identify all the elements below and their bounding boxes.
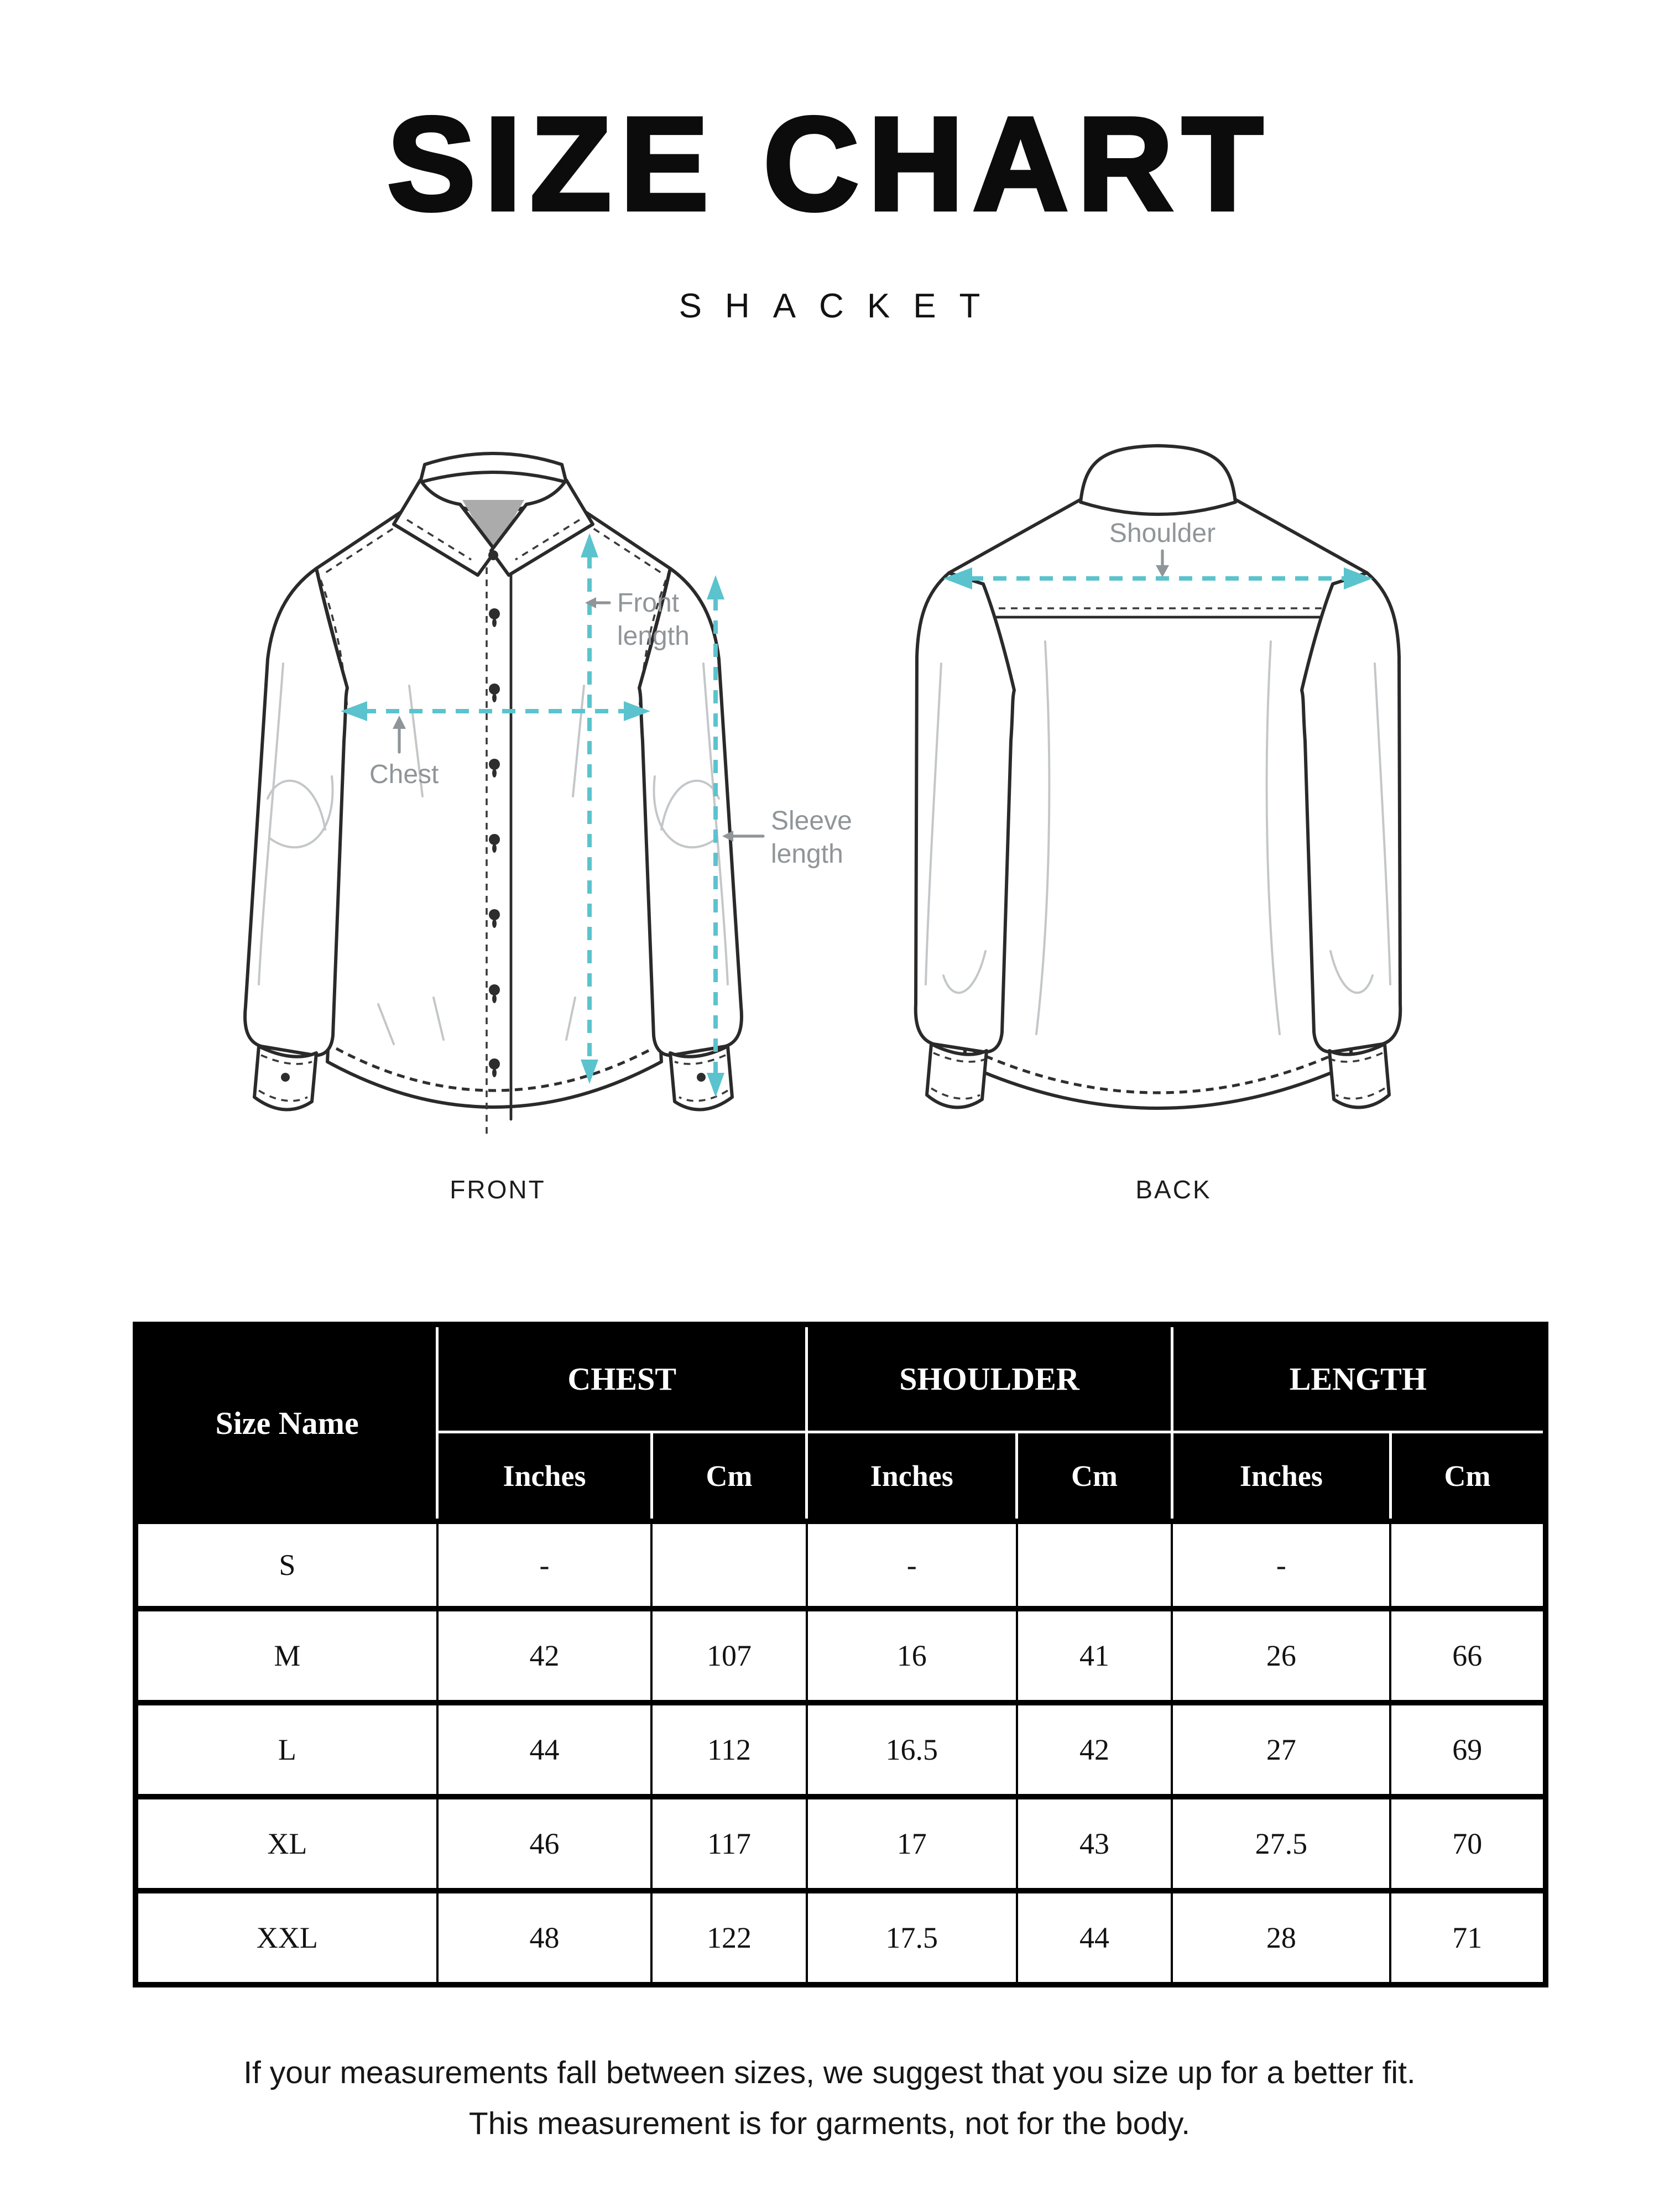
- value-cell: [651, 1521, 807, 1609]
- fit-note-line-2: This measurement is for garments, not for the body.: [468, 2106, 1191, 2141]
- page-title: SIZE CHART: [387, 90, 1272, 238]
- value-cell: 17: [807, 1797, 1017, 1891]
- back-caption: BACK: [1135, 1175, 1212, 1204]
- value-cell: 43: [1017, 1797, 1172, 1891]
- value-cell: 42: [437, 1609, 652, 1703]
- value-cell: 69: [1390, 1703, 1546, 1797]
- table-row-l: [135, 1703, 1546, 1797]
- chest-cm-header: Cm: [651, 1432, 807, 1522]
- page-subtitle: SHACKET: [679, 287, 1004, 325]
- value-cell: 112: [651, 1703, 807, 1797]
- value-cell: -: [807, 1521, 1017, 1609]
- value-cell: 44: [437, 1703, 652, 1797]
- table-row-xl: [135, 1797, 1546, 1891]
- chest-group-header: CHEST: [437, 1324, 807, 1432]
- table-row-m: [135, 1609, 1546, 1703]
- front-shirt-diagram: [243, 431, 907, 1183]
- front-length-label: Front: [617, 588, 680, 618]
- size-cell: XXL: [135, 1891, 437, 1985]
- value-cell: 122: [651, 1891, 807, 1985]
- value-cell: [1390, 1521, 1546, 1609]
- shoulder-inches-header: Inches: [807, 1432, 1017, 1522]
- back-shirt-diagram: [912, 431, 1499, 1194]
- size-cell: M: [135, 1609, 437, 1703]
- shoulder-cm-header: Cm: [1017, 1432, 1172, 1522]
- value-cell: -: [1172, 1521, 1390, 1609]
- chest-label: Chest: [369, 760, 439, 789]
- table-row-s: [135, 1521, 1546, 1609]
- fit-note-line-1: If your measurements fall between sizes, we suggest that you size up for a better fit.: [243, 2055, 1416, 2090]
- value-cell: 16: [807, 1609, 1017, 1703]
- size-table: [133, 1322, 1548, 1987]
- value-cell: 66: [1390, 1609, 1546, 1703]
- value-cell: 26: [1172, 1609, 1390, 1703]
- value-cell: 27.5: [1172, 1797, 1390, 1891]
- sleeve-length-label: Sleeve: [771, 806, 852, 836]
- front-shirt-drawing: [245, 453, 742, 1135]
- value-cell: 107: [651, 1609, 807, 1703]
- size-cell: L: [135, 1703, 437, 1797]
- front-length-label-2: length: [617, 622, 690, 651]
- chest-inches-header: Inches: [437, 1432, 652, 1522]
- size-name-header: Size Name: [135, 1324, 437, 1521]
- value-cell: 27: [1172, 1703, 1390, 1797]
- value-cell: 46: [437, 1797, 652, 1891]
- back-annotations: [1109, 519, 1215, 548]
- value-cell: 44: [1017, 1891, 1172, 1985]
- value-cell: 70: [1390, 1797, 1546, 1891]
- value-cell: 17.5: [807, 1891, 1017, 1985]
- shoulder-label: Shoulder: [1109, 519, 1216, 548]
- value-cell: -: [437, 1521, 652, 1609]
- size-cell: XL: [135, 1797, 437, 1891]
- value-cell: 48: [437, 1891, 652, 1985]
- value-cell: 41: [1017, 1609, 1172, 1703]
- value-cell: [1017, 1521, 1172, 1609]
- size-cell: S: [135, 1521, 437, 1609]
- front-caption: FRONT: [450, 1175, 546, 1204]
- shoulder-group-header: SHOULDER: [807, 1324, 1172, 1432]
- value-cell: 117: [651, 1797, 807, 1891]
- length-group-header: LENGTH: [1172, 1324, 1546, 1432]
- table-row-xxl: [135, 1891, 1546, 1985]
- length-cm-header: Cm: [1390, 1432, 1546, 1522]
- fit-note: [0, 2047, 1659, 2149]
- value-cell: 16.5: [807, 1703, 1017, 1797]
- value-cell: 71: [1390, 1891, 1546, 1985]
- length-inches-header: Inches: [1172, 1432, 1390, 1522]
- value-cell: 28: [1172, 1891, 1390, 1985]
- sleeve-length-label-2: length: [771, 839, 843, 869]
- value-cell: 42: [1017, 1703, 1172, 1797]
